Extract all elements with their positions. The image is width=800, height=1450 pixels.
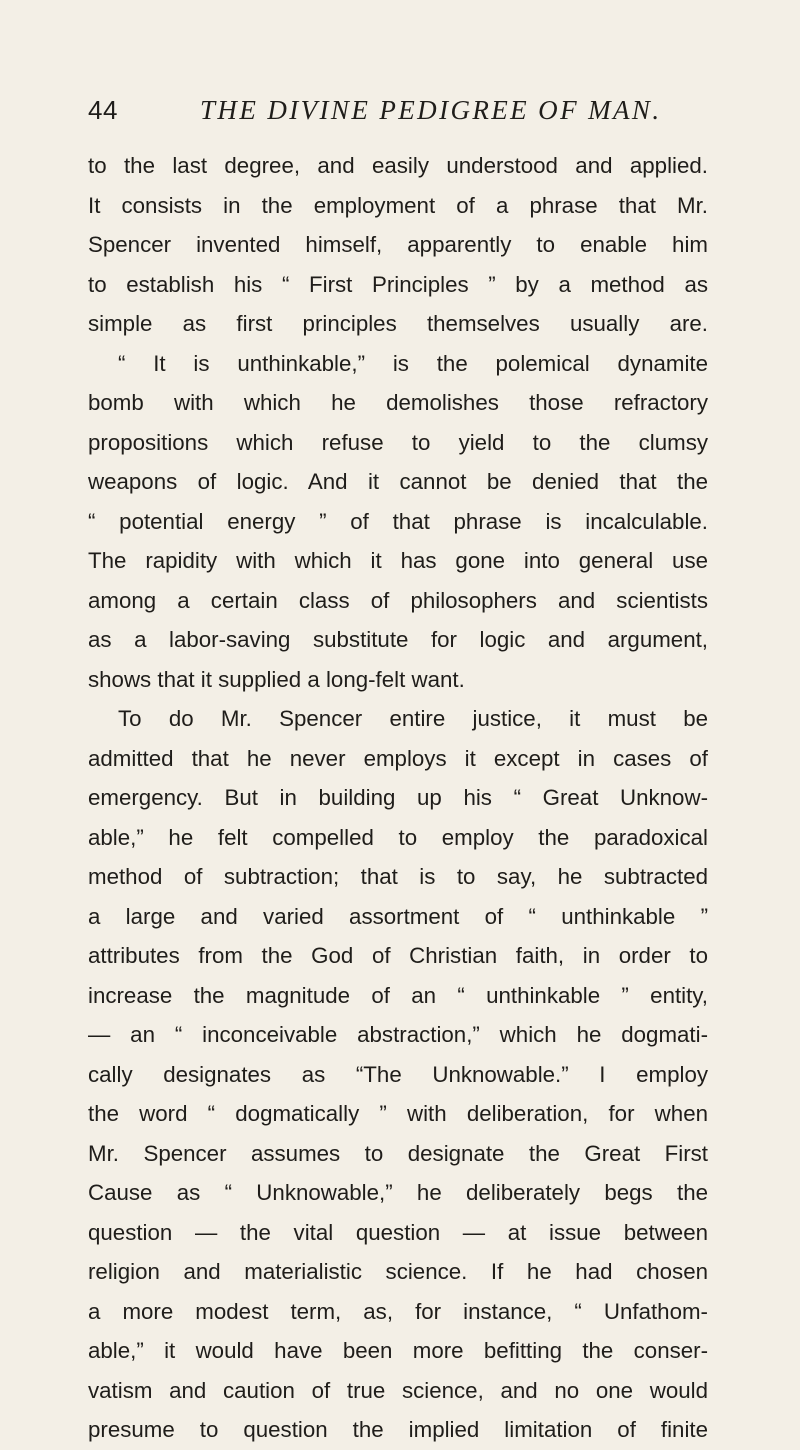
text-line: cally designates as “The Unknowable.” I employ: [88, 1061, 708, 1087]
text-line: Cause as “ Unknowable,” he deliberately begs the: [88, 1180, 708, 1205]
body-text: [88, 146, 708, 1450]
page-number: 44: [88, 95, 118, 125]
text-line: vatism and caution of true science, and no one would: [88, 1377, 708, 1403]
text-line: among a certain class of philosophers and scientists: [88, 587, 708, 613]
text-line: emergency. But in building up his “ Great Unknow-: [88, 785, 708, 810]
text-line: able,” he felt compelled to employ the paradoxical: [88, 824, 708, 850]
text-line: Mr. Spencer assumes to designate the Great First: [88, 1140, 708, 1166]
text-line: to the last degree, and easily understood and applied.: [88, 153, 708, 178]
page-header: [0, 92, 800, 132]
text-line: “ It is unthinkable,” is the polemical dynamite: [118, 350, 708, 376]
text-line: able,” it would have been more befitting the conser-: [88, 1338, 708, 1363]
text-line: bomb with which he demolishes those refractory: [88, 390, 708, 415]
text-line: religion and materialistic science. If he had chosen: [88, 1259, 708, 1284]
text-line: a more modest term, as, for instance, “ Unfathom-: [88, 1298, 708, 1324]
text-line: question — the vital question — at issue between: [88, 1219, 708, 1245]
text-line: the word “ dogmatically ” with deliberation, for when: [88, 1101, 708, 1126]
text-line: “ potential energy ” of that phrase is incalculable.: [88, 508, 708, 534]
text-line: shows that it supplied a long-felt want.: [88, 666, 465, 692]
text-line: increase the magnitude of an “ unthinkable ” entity,: [88, 982, 708, 1008]
text-line: attributes from the God of Christian faith, in order to: [88, 943, 708, 968]
text-line: It consists in the employment of a phrase that Mr.: [88, 192, 708, 218]
running-title: THE DIVINE PEDIGREE OF MAN.: [200, 95, 662, 125]
text-line: admitted that he never employs it except in cases of: [88, 745, 708, 771]
text-line: as a labor-saving substitute for logic and argument,: [88, 627, 708, 652]
text-line: presume to question the implied limitation of finite: [88, 1417, 708, 1442]
text-line: The rapidity with which it has gone into general use: [88, 548, 708, 573]
text-line: weapons of logic. And it cannot be denied that the: [88, 469, 708, 494]
text-line: simple as first principles themselves usually are.: [88, 311, 708, 336]
text-line: Spencer invented himself, apparently to enable him: [88, 232, 708, 257]
text-line: propositions which refuse to yield to the clumsy: [88, 429, 708, 455]
text-line: to establish his “ First Principles ” by a method as: [88, 271, 708, 297]
text-line: method of subtraction; that is to say, he subtracted: [88, 864, 708, 889]
text-line: — an “ inconceivable abstraction,” which he dogmati-: [88, 1022, 708, 1047]
text-line: To do Mr. Spencer entire justice, it must be: [118, 706, 708, 731]
text-line: a large and varied assortment of “ unthinkable ”: [88, 903, 708, 929]
